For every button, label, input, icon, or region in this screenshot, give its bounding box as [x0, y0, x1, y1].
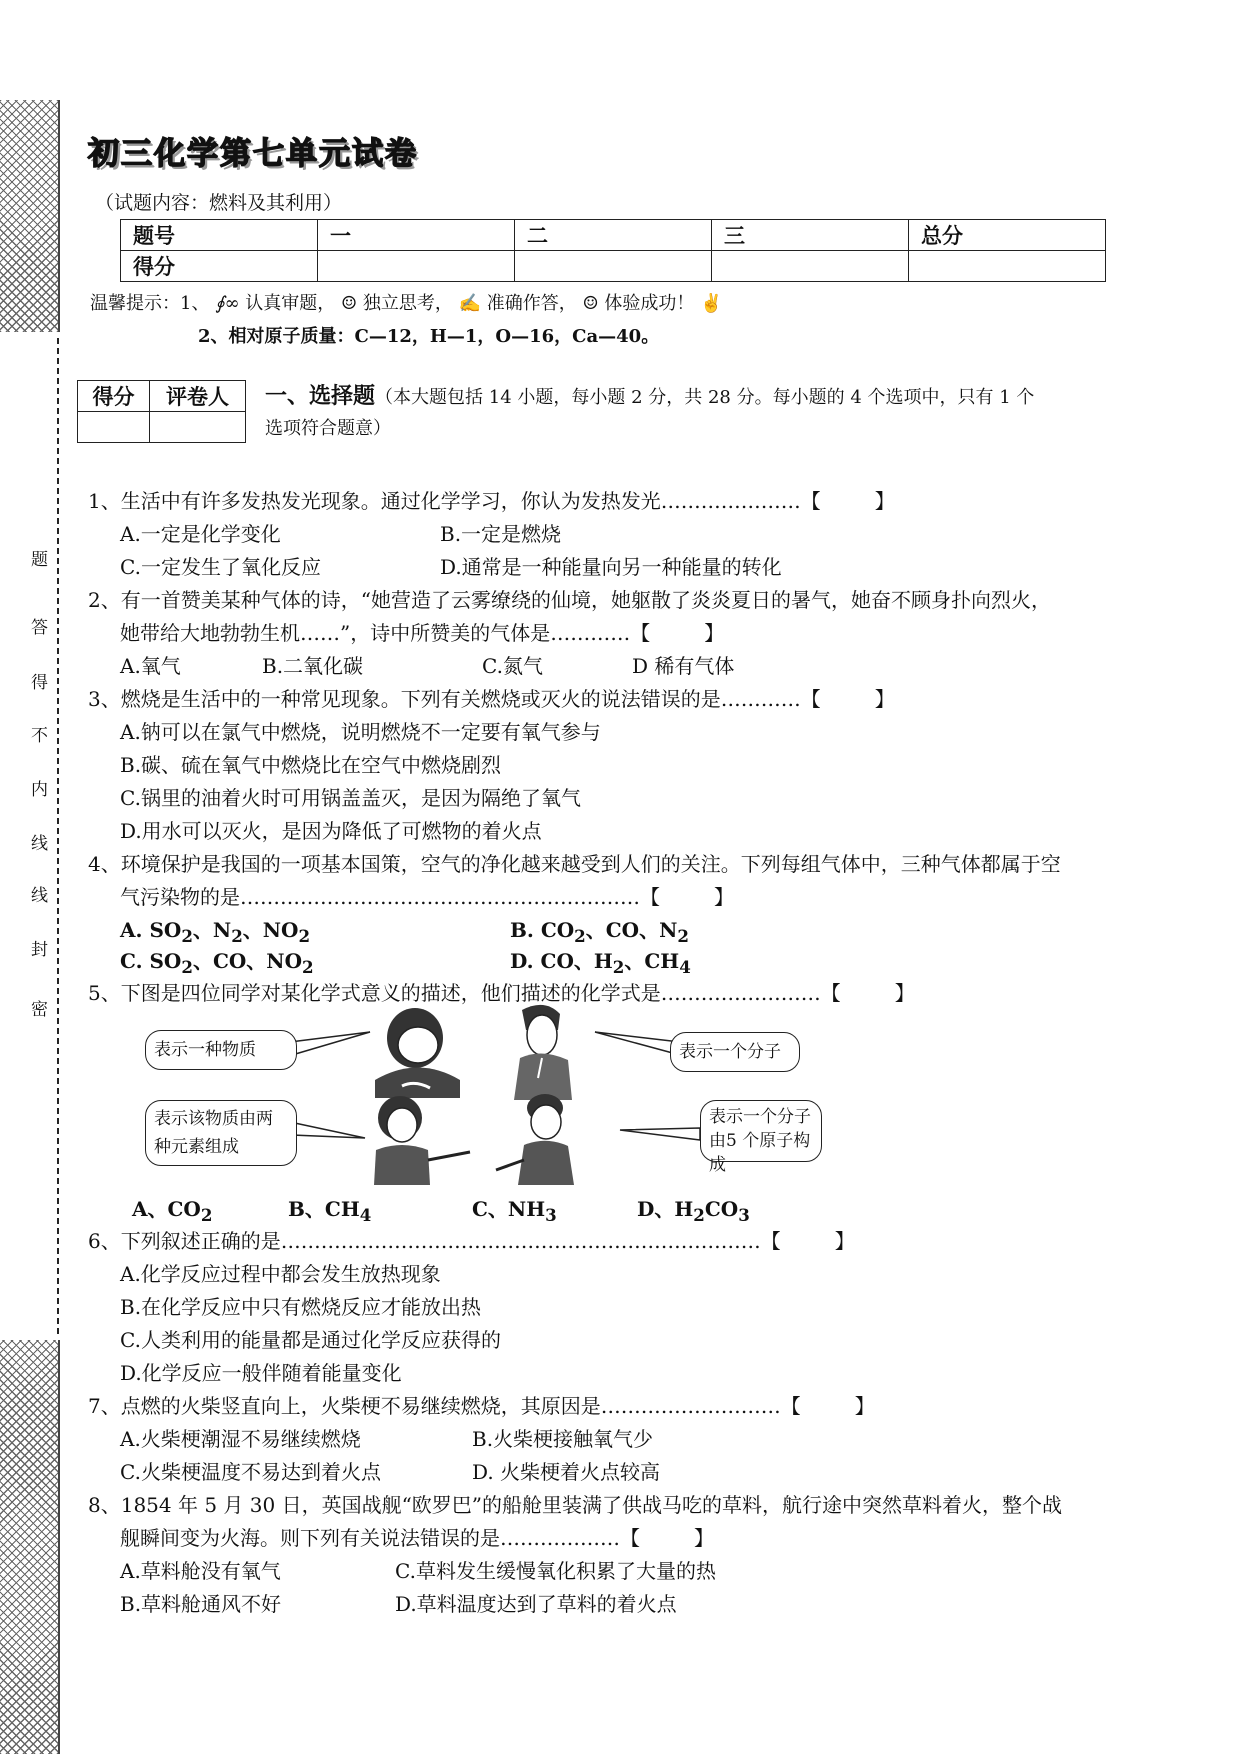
score-table	[120, 219, 1106, 282]
option: C.氮气	[482, 654, 543, 678]
score-header-cell: 三	[712, 220, 909, 251]
seal-char: 题	[31, 550, 48, 570]
option: B.在化学反应中只有燃烧反应才能放出热	[120, 1295, 482, 1319]
option: D、$H_2CO_3$	[637, 1197, 750, 1225]
question-stem: 1、生活中有许多发热发光现象。通过化学学习，你认为发热发光…………………【 】	[88, 489, 895, 513]
seal-char: 密	[31, 1000, 48, 1020]
section-title: 一、选择题	[265, 383, 376, 409]
hint-line-1	[90, 289, 723, 315]
speech-bubble: 表示一种物质	[145, 1030, 297, 1070]
option: C.人类利用的能量都是通过化学反应获得的	[120, 1328, 501, 1352]
score-header-cell: 总分	[909, 220, 1106, 251]
option: A.火柴梗潮湿不易继续燃烧	[120, 1427, 361, 1451]
score-header-cell: 题号	[121, 220, 318, 251]
student-figure-3	[374, 1096, 470, 1185]
option: A.钠可以在氯气中燃烧，说明燃烧不一定要有氧气参与	[120, 720, 601, 744]
grader-header-score: 得分	[78, 381, 150, 412]
bubble-tail	[290, 1032, 370, 1055]
binding-hatch-top	[0, 100, 60, 332]
smile-icon: ☺	[582, 293, 599, 314]
option: B.草料舱通风不好	[120, 1592, 282, 1616]
bubble-tail	[595, 1032, 680, 1055]
score-row-label: 得分	[121, 251, 318, 282]
option: D.用水可以灭火，是因为降低了可燃物的着火点	[120, 819, 542, 843]
hint-text: 独立思考，	[362, 293, 453, 314]
option: D. 火柴梗着火点较高	[472, 1460, 661, 1484]
seal-char: 线	[31, 834, 48, 854]
option: A.氧气	[120, 654, 181, 678]
page-subtitle: （试题内容：燃料及其利用）	[95, 192, 343, 214]
seal-dashed-line	[57, 338, 59, 1334]
question-stem: 7、点燃的火柴竖直向上，火柴梗不易继续燃烧，其原因是………………………【 】	[88, 1394, 875, 1418]
option: D.草料温度达到了草料的着火点	[395, 1592, 677, 1616]
grader-marker-cell[interactable]	[150, 412, 246, 443]
option: D.通常是一种能量向另一种能量的转化	[440, 555, 782, 579]
student-figure-2	[514, 1005, 572, 1100]
option: C. $SO_2$、CO、$NO_2$	[120, 949, 314, 977]
option: C.火柴梗温度不易达到着火点	[120, 1460, 381, 1484]
question-stem: 她带给大地勃勃生机……”，诗中所赞美的气体是…………【 】	[120, 621, 725, 645]
section-note: 选项符合题意）	[265, 418, 391, 439]
option: D.化学反应一般伴随着能量变化	[120, 1361, 402, 1385]
question-stem: 舰瞬间变为火海。则下列有关说法错误的是………………【 】	[120, 1526, 714, 1550]
score-table-header-row	[121, 220, 1106, 251]
option: B.二氧化碳	[262, 654, 364, 678]
question-stem: 6、下列叙述正确的是………………………………………………………………【 】	[88, 1229, 855, 1253]
speech-bubble: 表示一个分子	[670, 1032, 800, 1072]
seal-char: 不	[31, 726, 48, 746]
speech-bubble: 表示该物质由两种元素组成	[145, 1100, 297, 1166]
option: B.碳、硫在氧气中燃烧比在空气中燃烧剧烈	[120, 753, 502, 777]
option: A.草料舱没有氧气	[120, 1559, 281, 1583]
hint-label: 温馨提示：1、	[90, 293, 210, 314]
student-figure-4	[496, 1094, 574, 1185]
option: B.一定是燃烧	[440, 522, 562, 546]
section-note: （本大题包括 14 小题，每小题 2 分，共 28 分。每小题的 4 个选项中，只有 1 个	[375, 387, 1035, 408]
glasses-icon: ∮∞	[215, 293, 240, 314]
bubble-tail	[290, 1122, 365, 1138]
hint-text: 准确作答，	[486, 293, 577, 314]
question-stem: 3、燃烧是生活中的一种常见现象。下列有关燃烧或灭火的说法错误的是…………【 】	[88, 687, 895, 711]
question-stem: 5、下图是四位同学对某化学式意义的描述，他们描述的化学式是……………………【 】	[88, 981, 915, 1005]
hint-text: 认真审题，	[245, 293, 336, 314]
score-header-cell: 一	[318, 220, 515, 251]
option: B. $CO_2$、CO、$N_2$	[510, 918, 689, 946]
seal-char: 得	[31, 673, 48, 693]
grader-score-cell[interactable]	[78, 412, 150, 443]
seal-char: 封	[31, 940, 48, 960]
question-stem: 气污染物的是……………………………………………………【 】	[120, 885, 734, 909]
score-table-score-row	[121, 251, 1106, 282]
question-stem: 4、环境保护是我国的一项基本国策，空气的净化越来越受到人们的关注。下列每组气体中，三种气体都属于空	[88, 852, 1061, 876]
option: C、$NH_3$	[472, 1197, 557, 1225]
student-figure-1	[375, 1008, 460, 1098]
hint-text: 体验成功！	[604, 293, 695, 314]
section-heading	[265, 381, 1165, 444]
option: A.化学反应过程中都会发生放热现象	[120, 1262, 441, 1286]
score-input-cell[interactable]	[712, 251, 909, 282]
pen-icon: ✍	[458, 293, 482, 314]
option: C.锅里的油着火时可用锅盖盖灭，是因为隔绝了氧气	[120, 786, 581, 810]
option: A. $SO_2$、$N_2$、$NO_2$	[120, 918, 311, 946]
option: B.火柴梗接触氧气少	[472, 1427, 654, 1451]
hint-line-2: 2、相对原子质量：C—12，H—1，O—16，Ca—40。	[198, 326, 660, 347]
option: A.一定是化学变化	[120, 522, 281, 546]
speech-bubble: 表示一个分子由5 个原子构成	[700, 1100, 822, 1162]
bubble-tail	[620, 1128, 700, 1140]
option: C.一定发生了氧化反应	[120, 555, 321, 579]
grader-table	[77, 380, 246, 443]
option: C.草料发生缓慢氧化积累了大量的热	[395, 1559, 716, 1583]
option: B、$CH_4$	[288, 1197, 372, 1225]
victory-hand-icon: ✌	[700, 293, 723, 314]
seal-char: 答	[31, 618, 48, 638]
option: D 稀有气体	[632, 654, 735, 678]
question-stem: 2、有一首赞美某种气体的诗，“她营造了云雾缭绕的仙境，她躯散了炎炎夏日的暑气，她奋不顾身扑向烈火，	[88, 588, 1051, 612]
option: A、$CO_2$	[132, 1197, 213, 1225]
score-header-cell: 二	[515, 220, 712, 251]
page-title: 初三化学第七单元试卷	[88, 136, 418, 172]
grader-header-marker: 评卷人	[150, 381, 246, 412]
smile-icon: ☺	[341, 293, 358, 314]
score-input-cell[interactable]	[318, 251, 515, 282]
score-input-cell[interactable]	[515, 251, 712, 282]
binding-hatch-bottom	[0, 1340, 60, 1754]
option: D. CO、$H_2$、$CH_4$	[510, 949, 691, 977]
seal-char: 线	[31, 886, 48, 906]
seal-char: 内	[31, 780, 48, 800]
score-input-cell[interactable]	[909, 251, 1106, 282]
question-stem: 8、1854 年 5 月 30 日，英国战舰“欧罗巴”的船舱里装满了供战马吃的草料，航行途中突然草料着火，整个战	[88, 1493, 1063, 1517]
